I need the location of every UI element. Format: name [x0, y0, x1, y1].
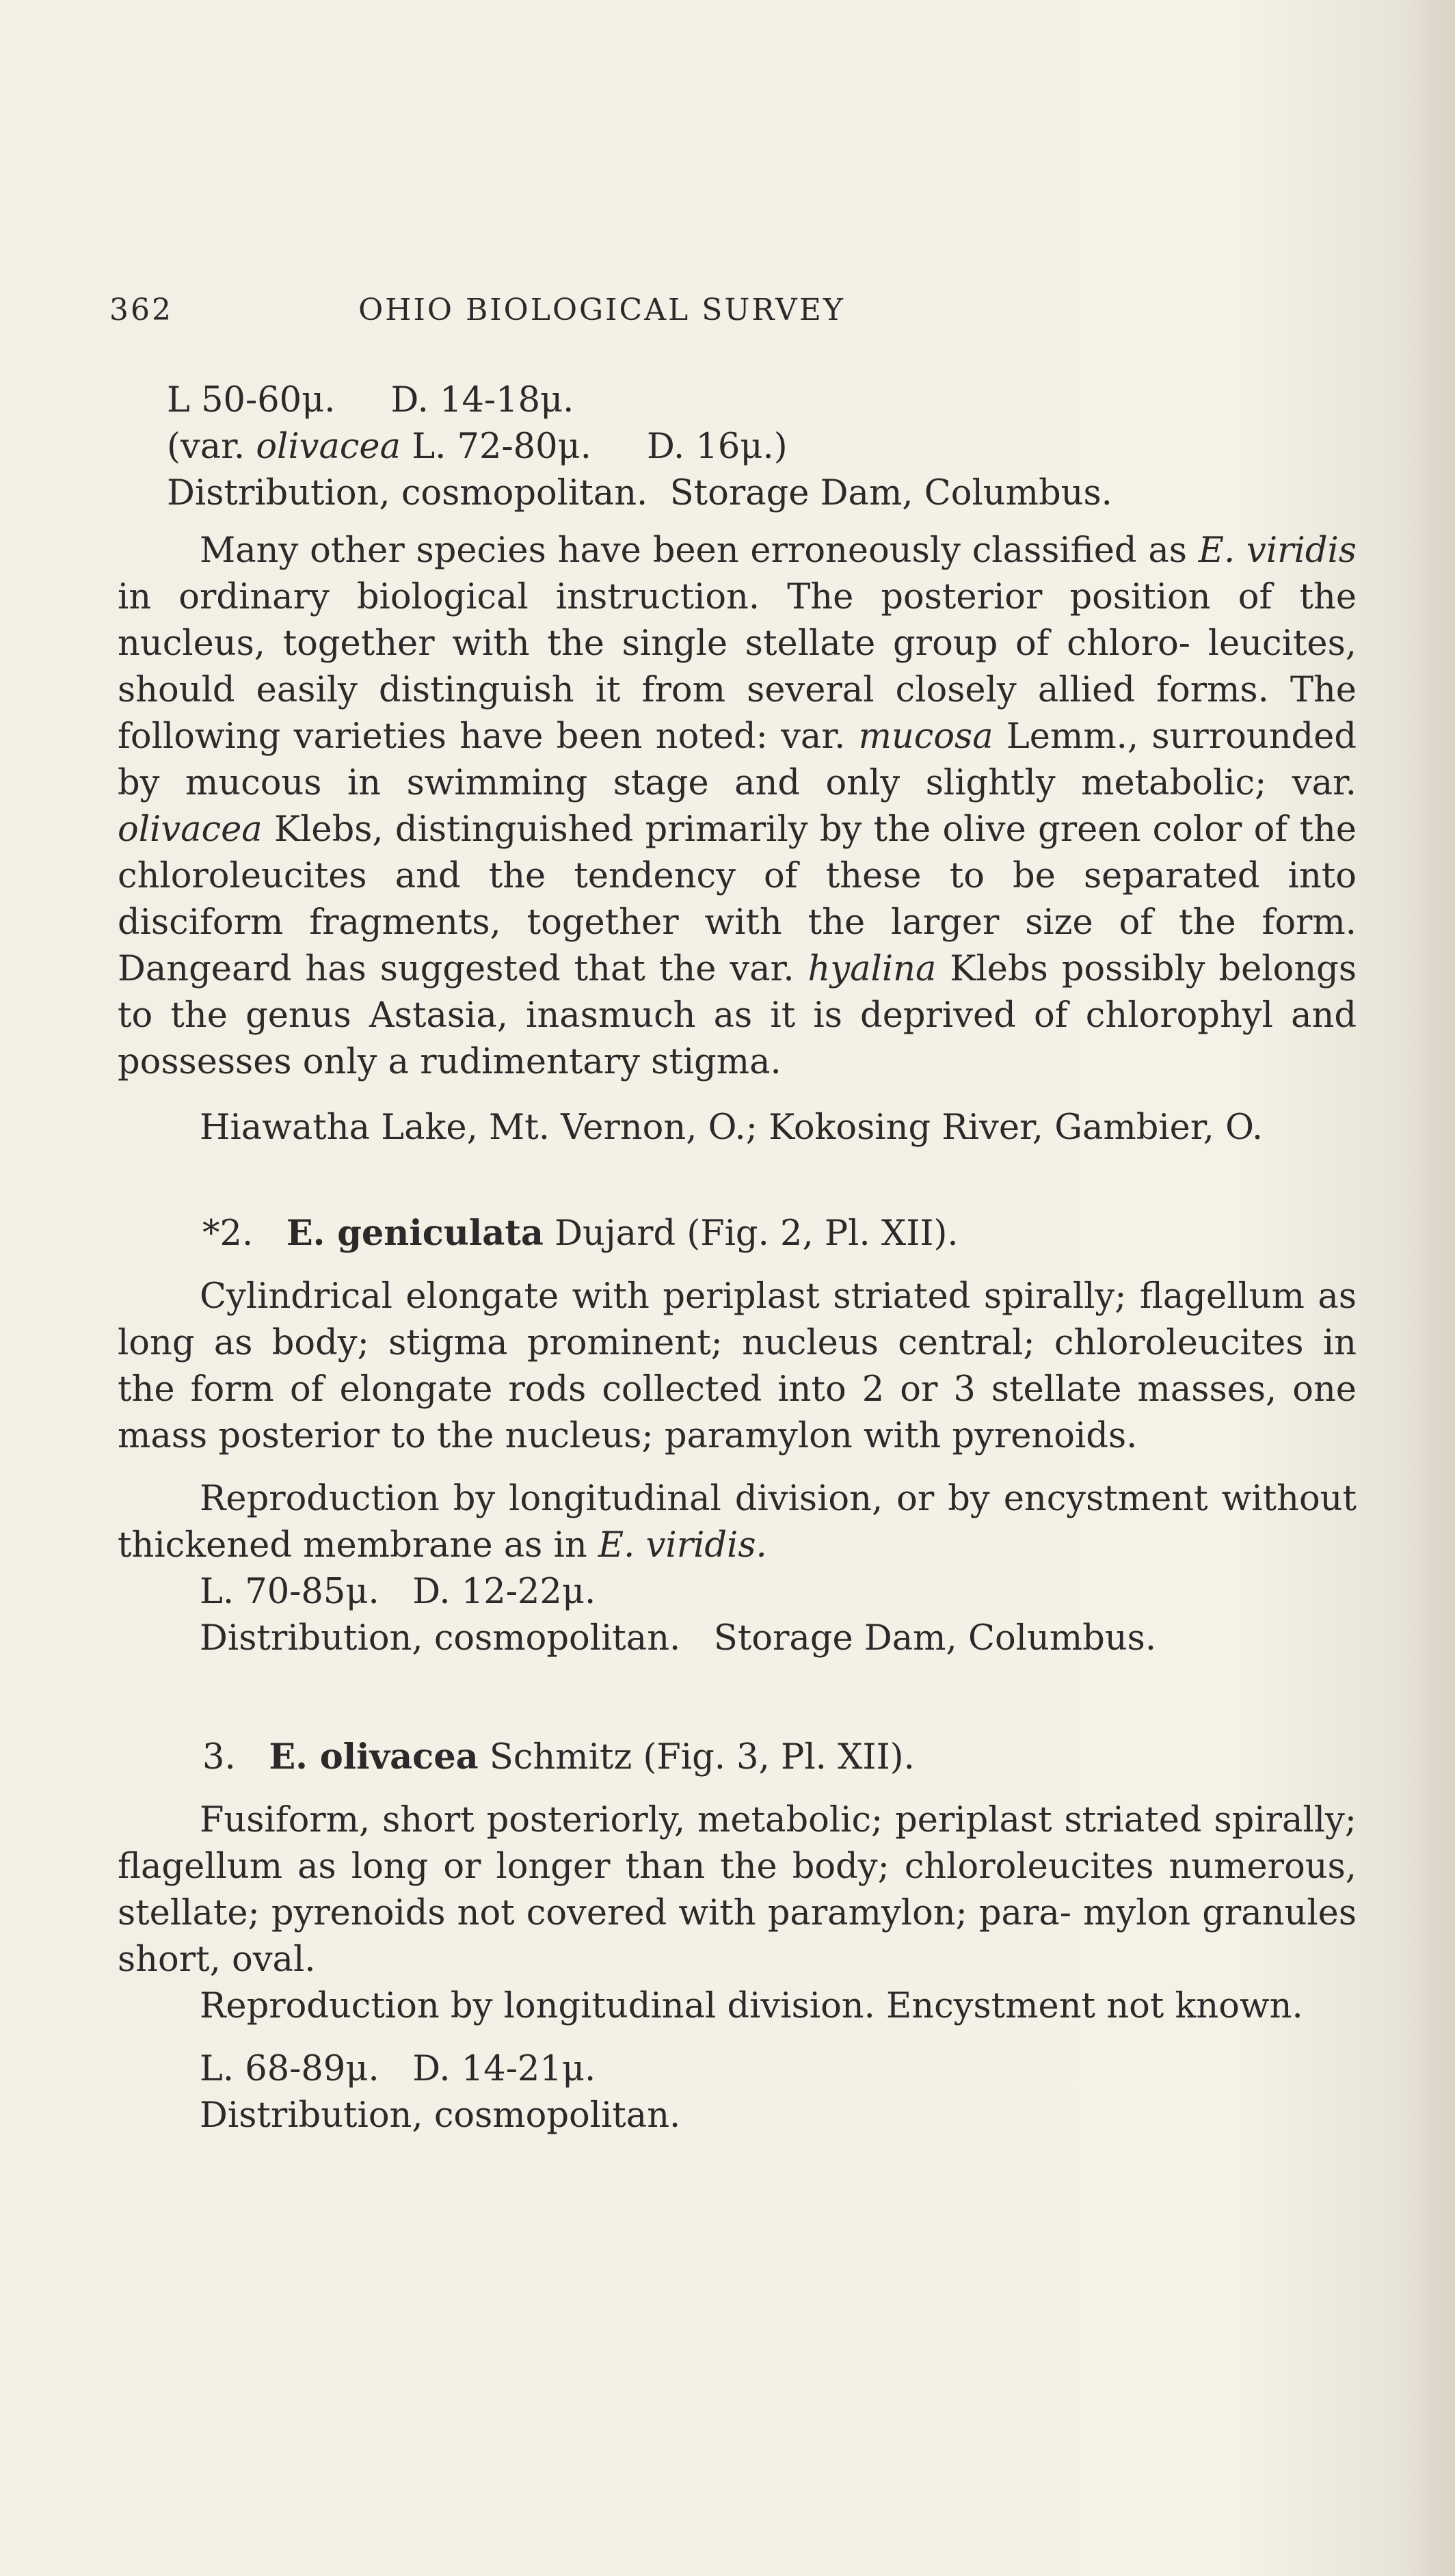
measurement-line: L 50-60μ. D. 14-18μ. [167, 380, 574, 420]
measurement-line: L. 68-89μ. D. 14-21μ. [200, 2049, 596, 2089]
localities-line: Hiawatha Lake, Mt. Vernon, O.; Kokosing River, Gambier, O. [200, 1108, 1264, 1148]
species-heading: *2. E. geniculata Dujard (Fig. 2, Pl. XII). [202, 1213, 959, 1254]
page-number: 362 [109, 293, 173, 327]
measurement-line: L. 70-85μ. D. 12-22μ. [200, 1572, 596, 1612]
distribution-line: Distribution, cosmopolitan. Storage Dam, Columbus. [167, 473, 1112, 513]
species-geniculata [118, 1210, 1357, 1662]
page-header [109, 293, 1367, 334]
reproduction-paragraph: Reproduction by longitudinal division, or by encystment without thickened membrane as in E. viridis. [118, 1479, 1357, 1566]
discussion-paragraph: Many other species have been erroneously classified as E. viridis in ordinary biological instruction. The posterior position of the nucleus, together with the single stellate group of chloro- leucites, should easily distinguish it from several closely allied forms. The following varieties have been noted: var. mucosa Lemm., surrounded by mucous in swimming stage and only slightly metabolic; var. olivacea Klebs, distinguished primarily by the olive green color of the chloroleucites and the tendency of these to be separated into disciform fragments, together with the larger size of the form. Dangeard has suggested that the var. hyalina Klebs possibly belongs to the genus Astasia, inasmuch as it is deprived of chlorophyl and possesses only a rudimentary stigma. [118, 531, 1357, 1082]
distribution-line: Distribution, cosmopolitan. Storage Dam, Columbus. [200, 1618, 1157, 1659]
variety-measurement-line: (var. olivacea L. 72-80μ. D. 16μ.) [167, 427, 788, 467]
euglena-viridis-continuation [118, 377, 1357, 1151]
species-description: Fusiform, short posteriorly, metabolic; periplast striated spirally; flagellum as long or longer than the body; chloroleucites numerous, stellate; pyrenoids not covered with paramylon; para- mylon granules short, oval. [118, 1800, 1357, 1980]
species-olivacea [118, 1734, 1357, 2139]
species-description: Cylindrical elongate with periplast striated spirally; flagellum as long as body; stigma prominent; nucleus central; chloroleucites in the form of elongate rods collected into 2 or 3 stellate masses, one mass posterior to the nucleus; paramylon with pyrenoids. [118, 1276, 1357, 1456]
species-name: E. geniculata [286, 1213, 544, 1254]
species-name: E. olivacea [269, 1736, 479, 1777]
distribution-line: Distribution, cosmopolitan. [200, 2095, 681, 2136]
running-title: OHIO BIOLOGICAL SURVEY [358, 293, 845, 327]
species-heading: 3. E. olivacea Schmitz (Fig. 3, Pl. XII). [202, 1736, 915, 1777]
reproduction-paragraph: Reproduction by longitudinal division. Encystment not known. [200, 1986, 1303, 2026]
